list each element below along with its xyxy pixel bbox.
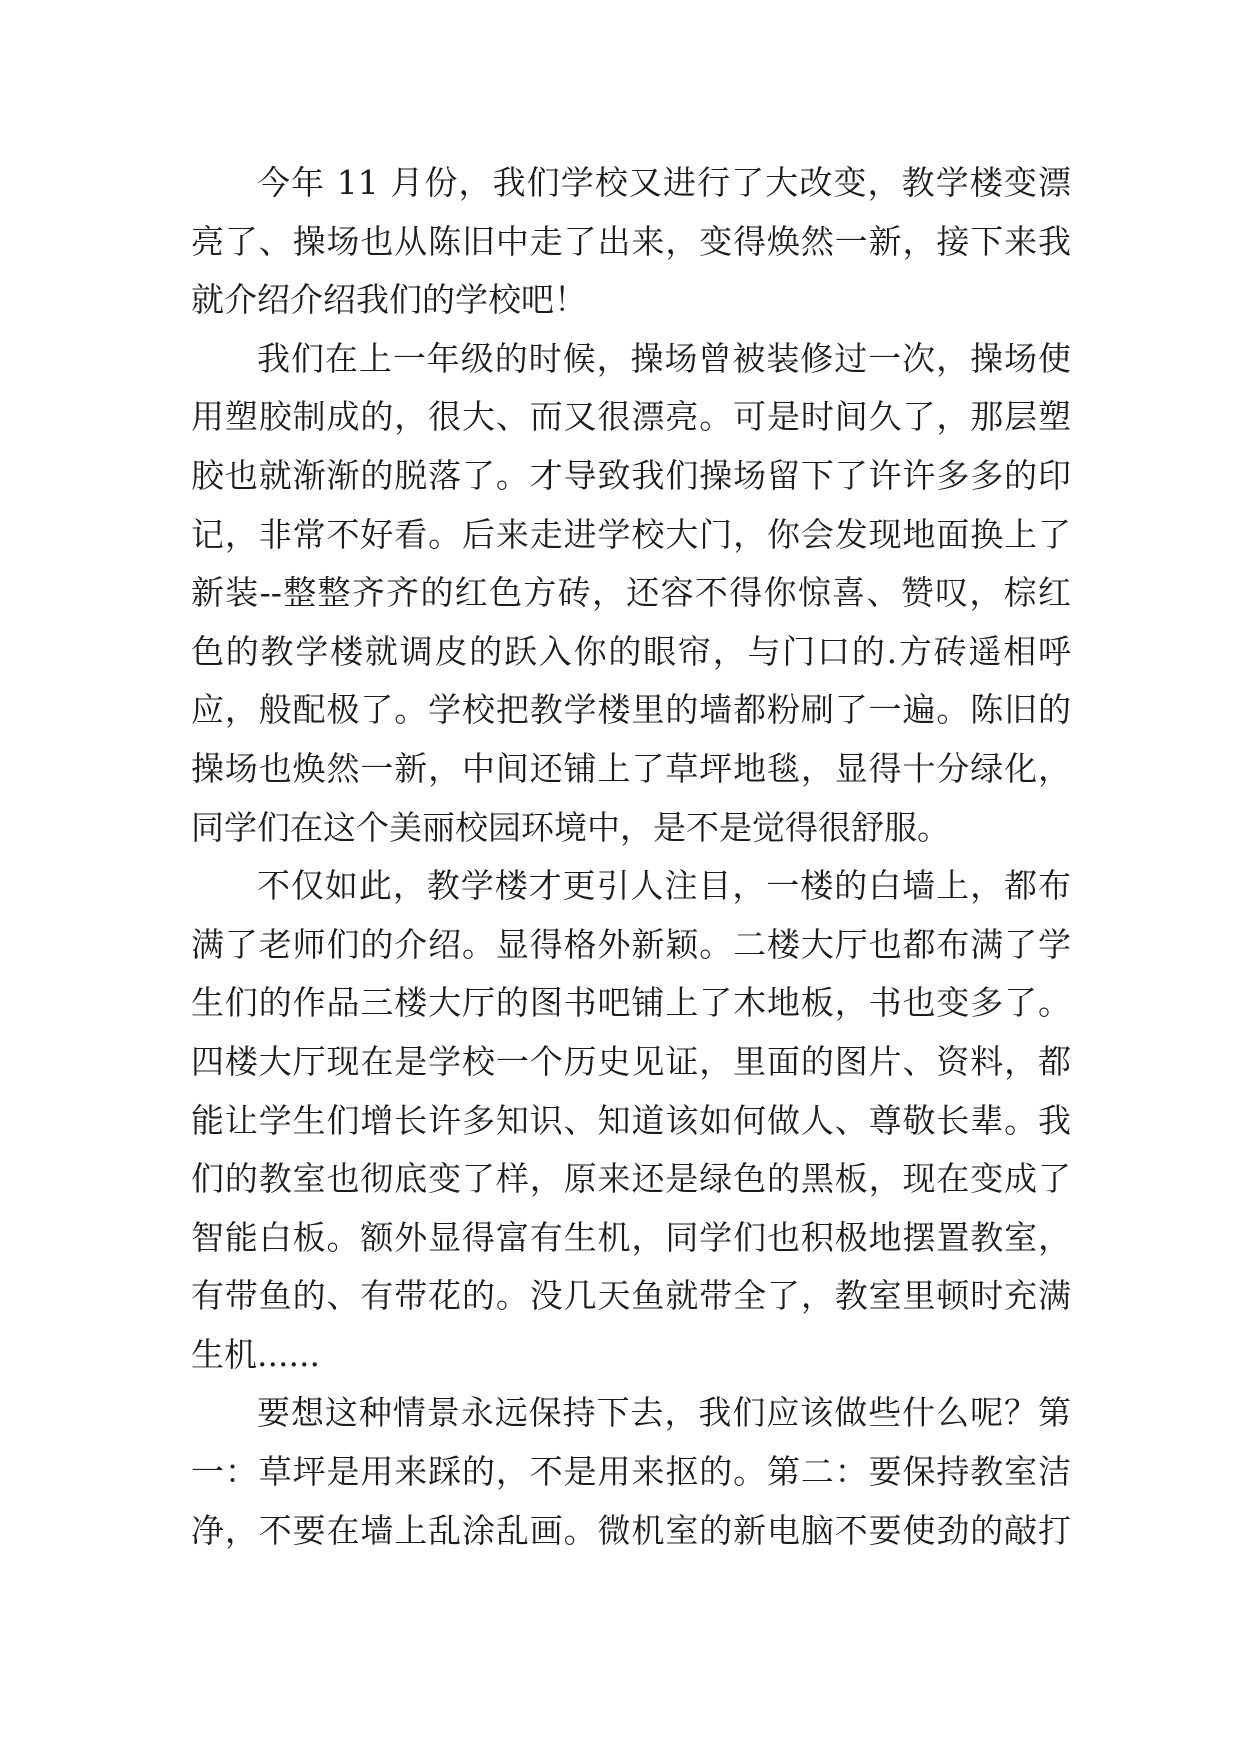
paragraph-line: 亮了、操场也从陈旧中走了出来，变得焕然一新，接下来我 bbox=[191, 221, 1071, 261]
paragraph-line: 就介绍介绍我们的学校吧！ bbox=[191, 280, 587, 320]
paragraph-line: 用塑胶制成的，很大、而又很漂亮。可是时间久了，那层塑 bbox=[191, 397, 1071, 437]
paragraph-line: 色的教学楼就调皮的跃入你的眼帘，与门口的.方砖遥相呼 bbox=[191, 631, 1071, 671]
paragraph-line: 满了老师们的介绍。显得格外新颖。二楼大厅也都布满了学 bbox=[191, 924, 1071, 964]
paragraph-line: 要想这种情景永远保持下去，我们应该做些什么呢？第 bbox=[257, 1393, 1071, 1433]
paragraph-line: 我们在上一年级的时候，操场曾被装修过一次，操场使 bbox=[257, 338, 1071, 378]
paragraph-line: 有带鱼的、有带花的。没几天鱼就带全了，教室里顿时充满 bbox=[191, 1276, 1071, 1316]
paragraph-line: 四楼大厅现在是学校一个历史见证，里面的图片、资料，都 bbox=[191, 1041, 1071, 1081]
paragraph-line: 记，非常不好看。后来走进学校大门，你会发现地面换上了 bbox=[191, 514, 1071, 554]
paragraph-line: 新装--整整齐齐的红色方砖，还容不得你惊喜、赞叹，棕红 bbox=[191, 573, 1071, 613]
paragraph-line: 净，不要在墙上乱涂乱画。微机室的新电脑不要使劲的敲打 bbox=[191, 1510, 1071, 1550]
paragraph-line: 智能白板。额外显得富有生机，同学们也积极地摆置教室， bbox=[191, 1217, 1071, 1257]
paragraph-line: 们的教室也彻底变了样，原来还是绿色的黑板，现在变成了 bbox=[191, 1159, 1071, 1199]
paragraph-line: 操场也焕然一新，中间还铺上了草坪地毯，显得十分绿化， bbox=[191, 748, 1071, 788]
paragraph-line: 生们的作品三楼大厅的图书吧铺上了木地板，书也变多了。 bbox=[191, 983, 1071, 1023]
paragraph-line: 能让学生们增长许多知识、知道该如何做人、尊敬长辈。我 bbox=[191, 1100, 1071, 1140]
paragraph-line: 应，般配极了。学校把教学楼里的墙都粉刷了一遍。陈旧的 bbox=[191, 690, 1071, 730]
paragraph-line: 今年 11 月份，我们学校又进行了大改变，教学楼变漂 bbox=[257, 163, 1071, 202]
paragraph-line: 不仅如此，教学楼才更引人注目，一楼的白墙上，都布 bbox=[257, 866, 1071, 906]
paragraph-line: 胶也就渐渐的脱落了。才导致我们操场留下了许许多多的印 bbox=[191, 455, 1071, 495]
paragraph-line: 一：草坪是用来踩的，不是用来抠的。第二：要保持教室洁 bbox=[191, 1452, 1071, 1492]
paragraph-line: 同学们在这个美丽校园环境中，是不是觉得很舒服。 bbox=[191, 807, 950, 847]
paragraph-line: 生机...... bbox=[191, 1334, 320, 1374]
article-body bbox=[191, 154, 1071, 1560]
